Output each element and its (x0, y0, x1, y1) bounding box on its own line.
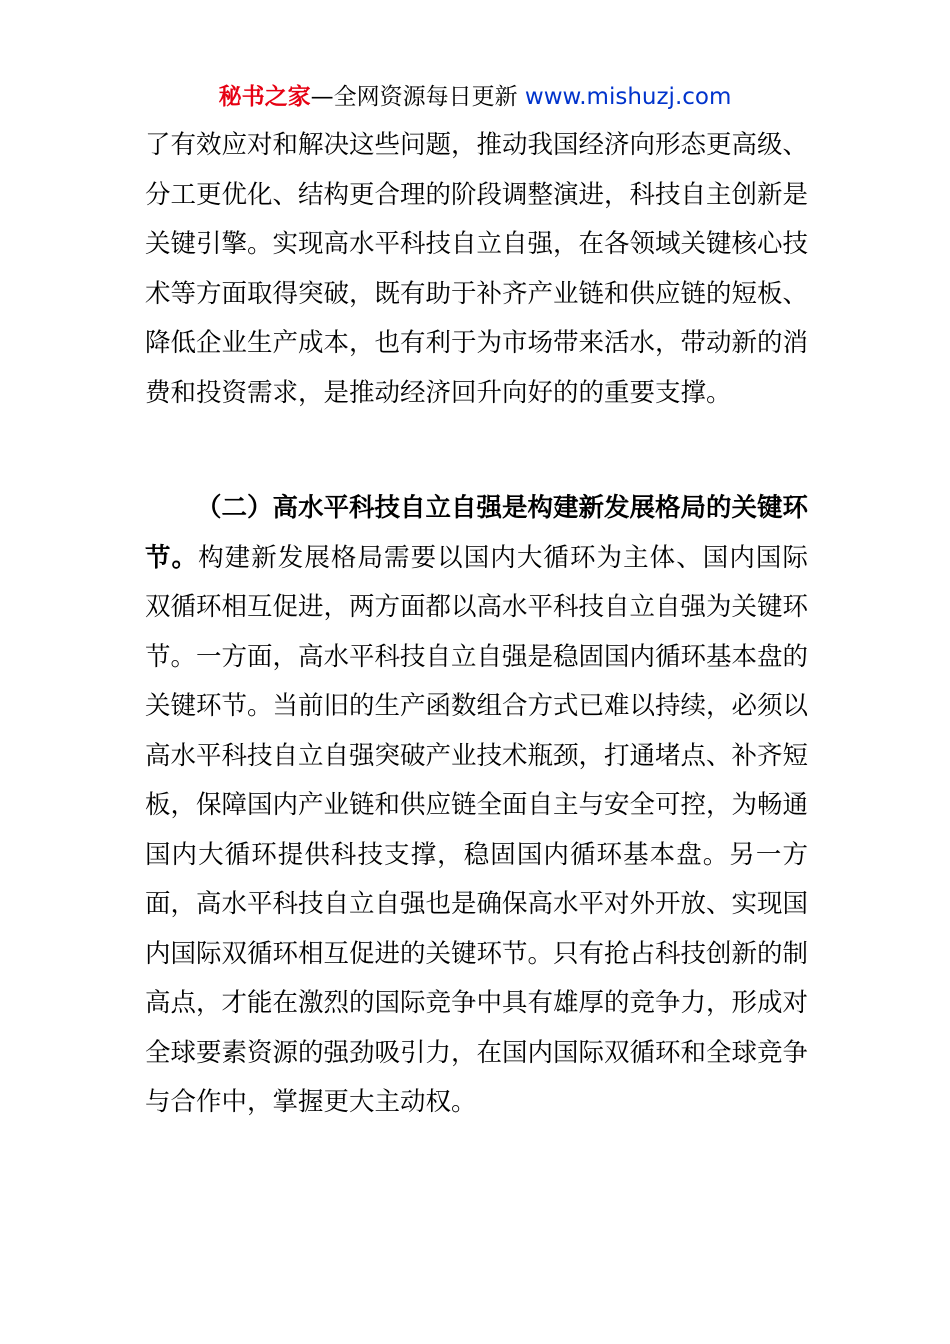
site-tagline: —全网资源每日更新 (310, 84, 525, 110)
page-header (0, 80, 950, 114)
body-paragraph-1 (145, 121, 808, 418)
paragraph-text: 构建新发展格局需要以国内大循环为主体、国内国际双循环相互促进，两方面都以高水平科技自立自强为关键环节。一方面，高水平科技自立自强是稳固国内循环基本盘的关键环节。当前旧的生产函数组合方式已难以持续，必须以高水平科技自立自强突破产业技术瓶颈，打通堵点、补齐短板，保障国内产业链和供应链全面自主与安全可控，为畅通国内大循环提供科技支撑，稳固国内循环基本盘。另一方面，高水平科技自立自强也是确保高水平对外开放、实现国内国际双循环相互促进的关键环节。只有抢占科技创新的制高点，才能在激烈的国际竞争中具有雄厚的竞争力，形成对全球要素资源的强劲吸引力，在国内国际双循环和全球竞争与合作中，掌握更大主动权。 (145, 542, 809, 1117)
site-brand: 秘书之家 (218, 84, 311, 110)
paragraph-text: 了有效应对和解决这些问题，推动我国经济向形态更高级、分工更优化、结构更合理的阶段调整演进，科技自主创新是关键引擎。实现高水平科技自立自强，在各领域关键核心技术等方面取得突破，既有助于补齐产业链和供应链的短板、降低企业生产成本，也有利于为市场带来活水，带动新的消费和投资需求，是推动经济回升向好的的重要支撑。 (145, 130, 809, 408)
site-url-link[interactable]: www.mishuzj.com (524, 84, 732, 110)
section-heading: （二）高水平科技自立自强是构建新发展格局的关键环节。 (145, 493, 809, 573)
body-paragraph-2 (145, 484, 808, 1128)
